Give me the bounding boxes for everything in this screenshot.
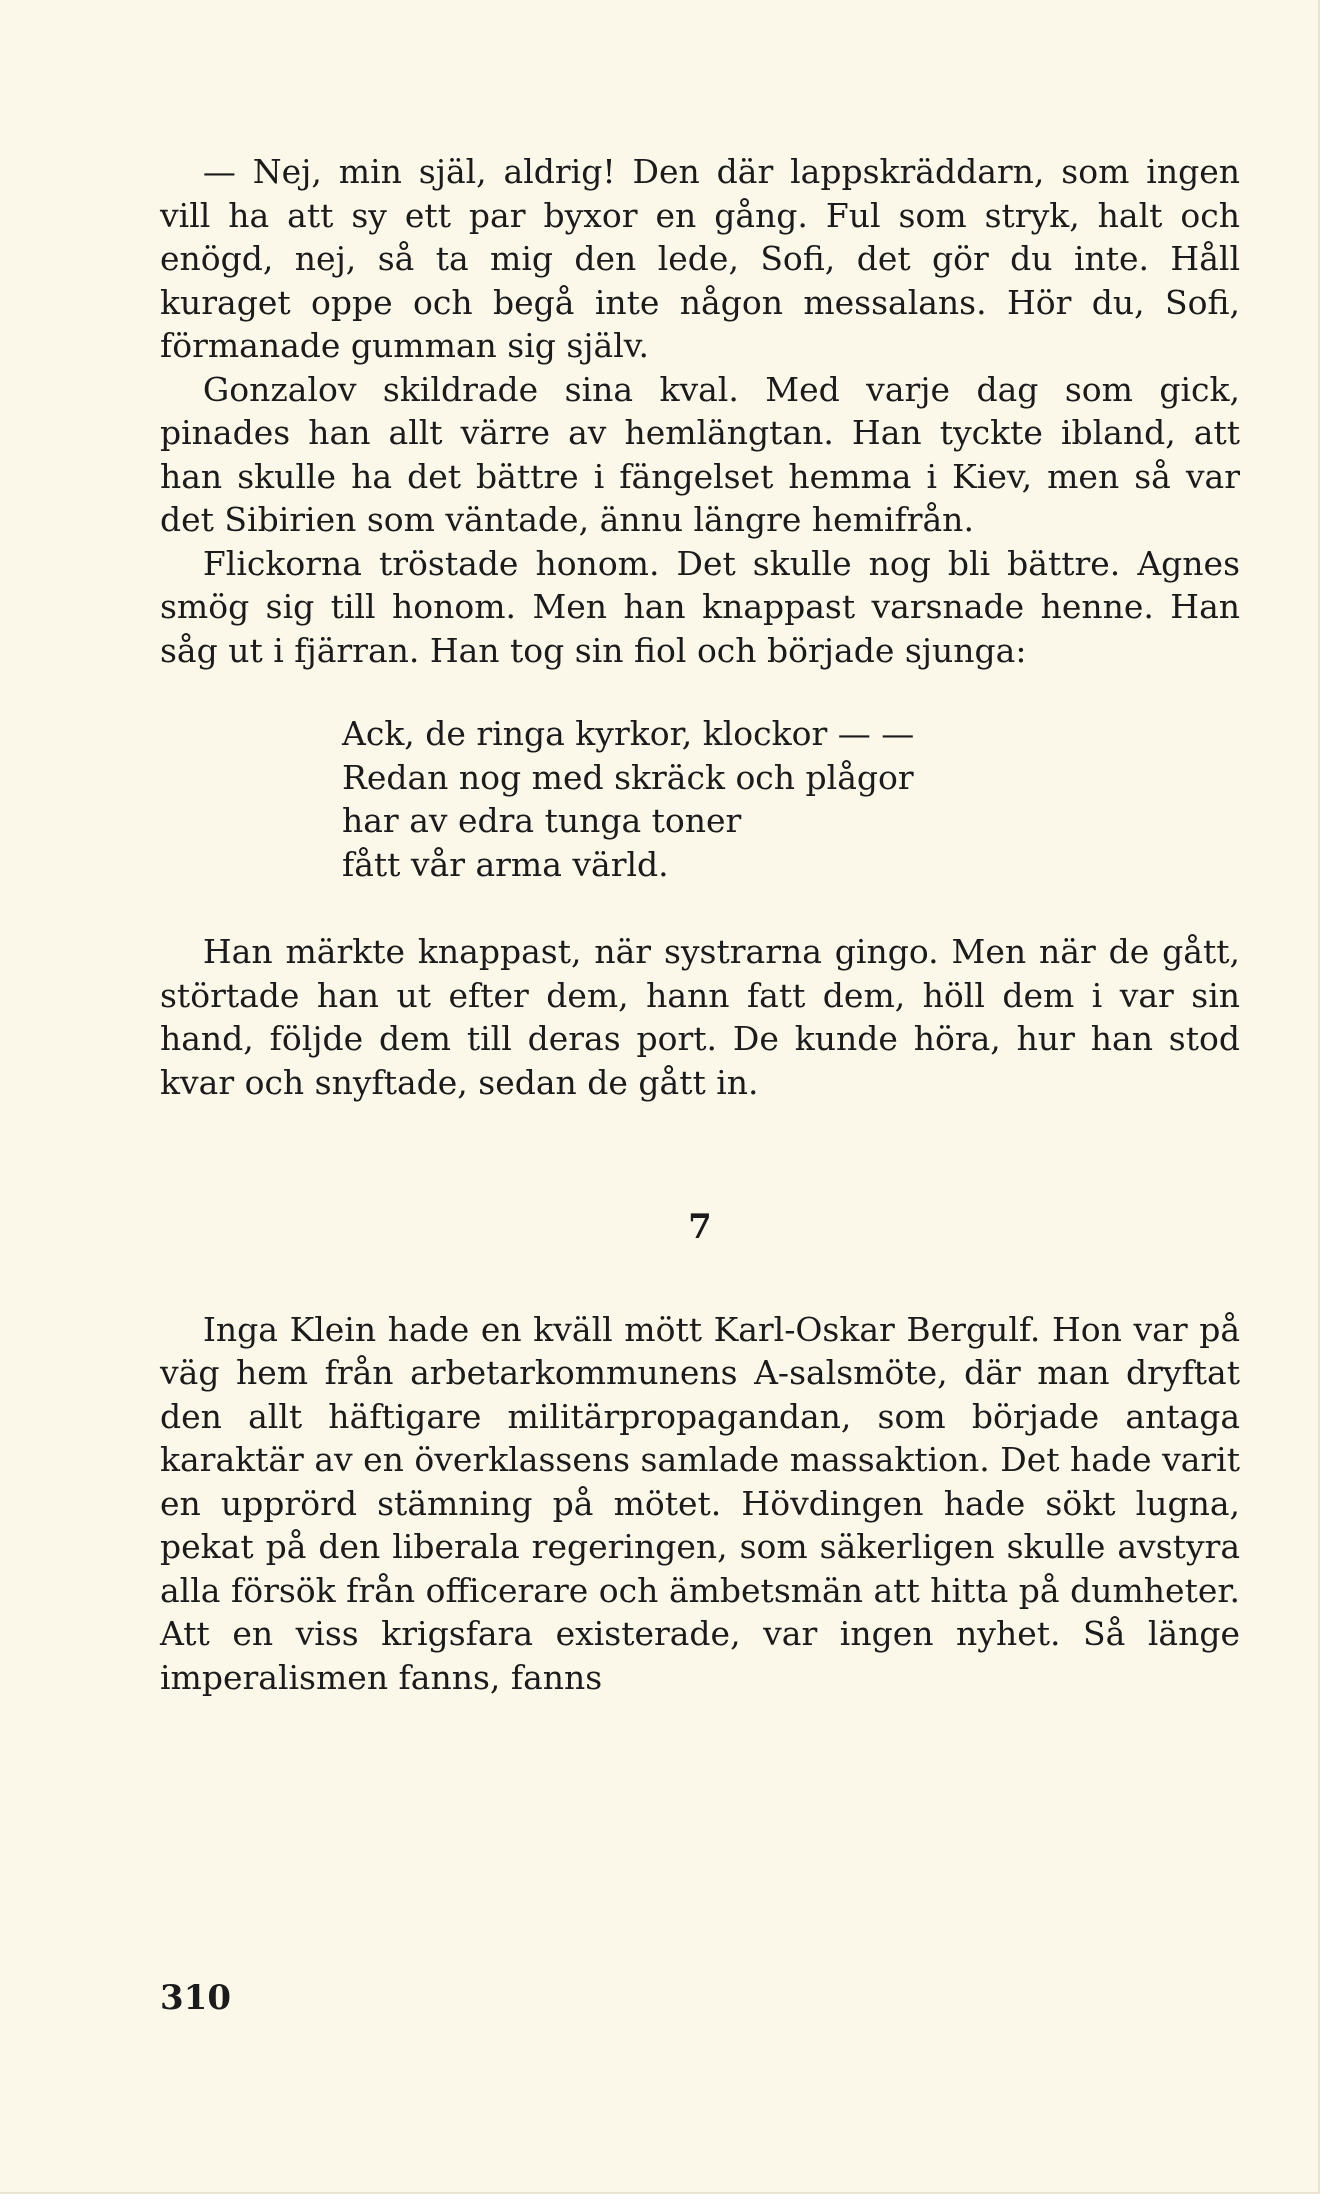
paragraph-5: Inga Klein hade en kväll mött Karl-Oskar Bergulf. Hon var på väg hem från arbetarkommunens A-salsmöte, där man dryftat den allt häftigare militärpropagandan, som började antaga karaktär av en överklassens samlade massaktion. Det hade varit en upprörd stämning på mötet. Hövdingen hade sökt lugna, pekat på den liberala regeringen, som säkerligen skulle avstyra alla försök från officerare och ämbetsmän att hitta på dumheter. Att en viss krigsfara existerade, var ingen nyhet. Så länge imperalismen fanns, fanns <box>160 1309 1240 1697</box>
verse-line: Ack, de ringa kyrkor, klockor — — <box>342 714 915 753</box>
verse-line: fått vår arma värld. <box>342 844 669 884</box>
chapter-number: 7 <box>688 1207 712 1247</box>
page-number: 310 <box>160 1978 231 2018</box>
paragraph-4: Han märkte knappast, när systrarna gingo. Men när de gått, störtade han ut efter dem, hann fatt dem, höll dem i var sin hand, följde dem till deras port. De kunde höra, hur han stod kvar och snyftade, sedan de gått in. <box>160 932 1240 1102</box>
verse-line: Redan nog med skräck och plågor <box>342 757 914 797</box>
verse-line: har av edra tunga toner <box>342 801 742 840</box>
verse <box>342 712 1240 886</box>
paragraph-3: Flickorna tröstade honom. Det skulle nog bli bättre. Agnes smög sig till honom. Men han knappast varsnade henne. Han såg ut i fjärran. Han tog sin fiol och började sjunga: <box>160 543 1240 670</box>
page-text <box>160 150 1240 1699</box>
paragraph-2: Gonzalov skildrade sina kval. Med varje dag som gick, pinades han allt värre av hemlängtan. Han tyckte ibland, att han skulle ha det bättre i fängelset hemma i Kiev, men så var det Sibirien som väntade, ännu längre hemifrån. <box>160 369 1240 539</box>
paragraph-1: — Nej, min själ, aldrig! Den där lappskräddarn, som ingen vill ha att sy ett par byxor en gång. Ful som stryk, halt och enögd, nej, så ta mig den lede, Sofi, det gör du inte. Håll kuraget oppe och begå inte någon messalans. Hör du, Sofi, förmanade gumman sig själv. <box>160 152 1240 365</box>
